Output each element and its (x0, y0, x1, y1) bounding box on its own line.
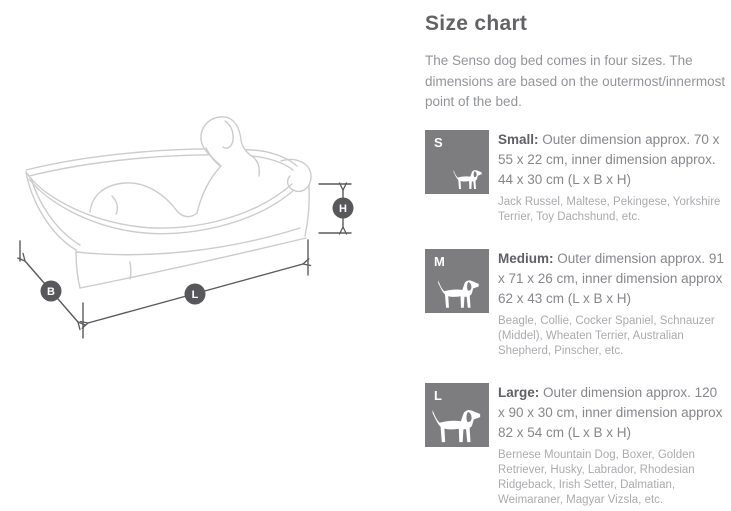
large-dog-icon (430, 407, 484, 445)
size-row-medium (425, 249, 726, 359)
size-chart-panel (425, 12, 726, 511)
breadth-dimension-badge (41, 281, 62, 302)
size-text-medium (498, 249, 726, 359)
height-dimension-badge (333, 198, 354, 219)
size-name-small: Small: (498, 131, 539, 147)
size-badge-small (425, 130, 489, 194)
size-breeds-medium: Beagle, Collie, Cocker Spaniel, Schnauzer (Middel), Wheaten Terrier, Australian Shepherd, Pinscher, etc. (498, 314, 715, 357)
page-title: Size chart (425, 12, 528, 35)
size-name-large: Large: (498, 384, 540, 400)
size-text-small (498, 130, 726, 225)
dog-bed-drawing (0, 95, 420, 405)
size-name-medium: Medium: (498, 250, 554, 266)
size-description-small: Small: Outer dimension approx. 70 x 55 x 22 cm, inner dimension approx. 44 x 30 cm (L x B x H) (498, 131, 720, 187)
size-text-large (498, 383, 726, 508)
size-badge-large (425, 383, 489, 447)
medium-dog-icon (436, 279, 482, 309)
dog-bed-diagram (0, 95, 420, 405)
bed-outline (26, 149, 311, 288)
height-label: H (339, 203, 347, 215)
size-breeds-small: Jack Russel, Maltese, Pekingese, Yorkshire Terrier, Toy Dachshund, etc. (498, 195, 721, 223)
size-letter-small: S (434, 134, 443, 150)
size-letter-large: L (434, 387, 442, 403)
size-description-medium: Medium: Outer dimension approx. 91 x 71 x 26 cm, inner dimension approx 62 x 43 cm (L x B x H) (498, 250, 724, 306)
size-description-large: Large: Outer dimension approx. 120 x 90 x 30 cm, inner dimension approx 82 x 54 cm (L x B x H) (498, 384, 723, 440)
size-badge-medium (425, 249, 489, 313)
size-letter-medium: M (434, 253, 445, 269)
length-dimension-badge (185, 284, 206, 305)
breadth-label: B (47, 286, 55, 298)
small-dog-icon (452, 169, 484, 190)
size-row-large (425, 383, 726, 508)
size-row-small (425, 130, 726, 225)
length-label: L (191, 289, 199, 301)
intro-text: The Senso dog bed comes in four sizes. The dimensions are based on the outermost/innermost point of the bed. (425, 53, 726, 109)
size-breeds-large: Bernese Mountain Dog, Boxer, Golden Retriever, Husky, Labrador, Rhodesian Ridgeback, Irish Setter, Dalmatian, Weimaraner, Magyar Vizsla, etc. (498, 448, 695, 506)
